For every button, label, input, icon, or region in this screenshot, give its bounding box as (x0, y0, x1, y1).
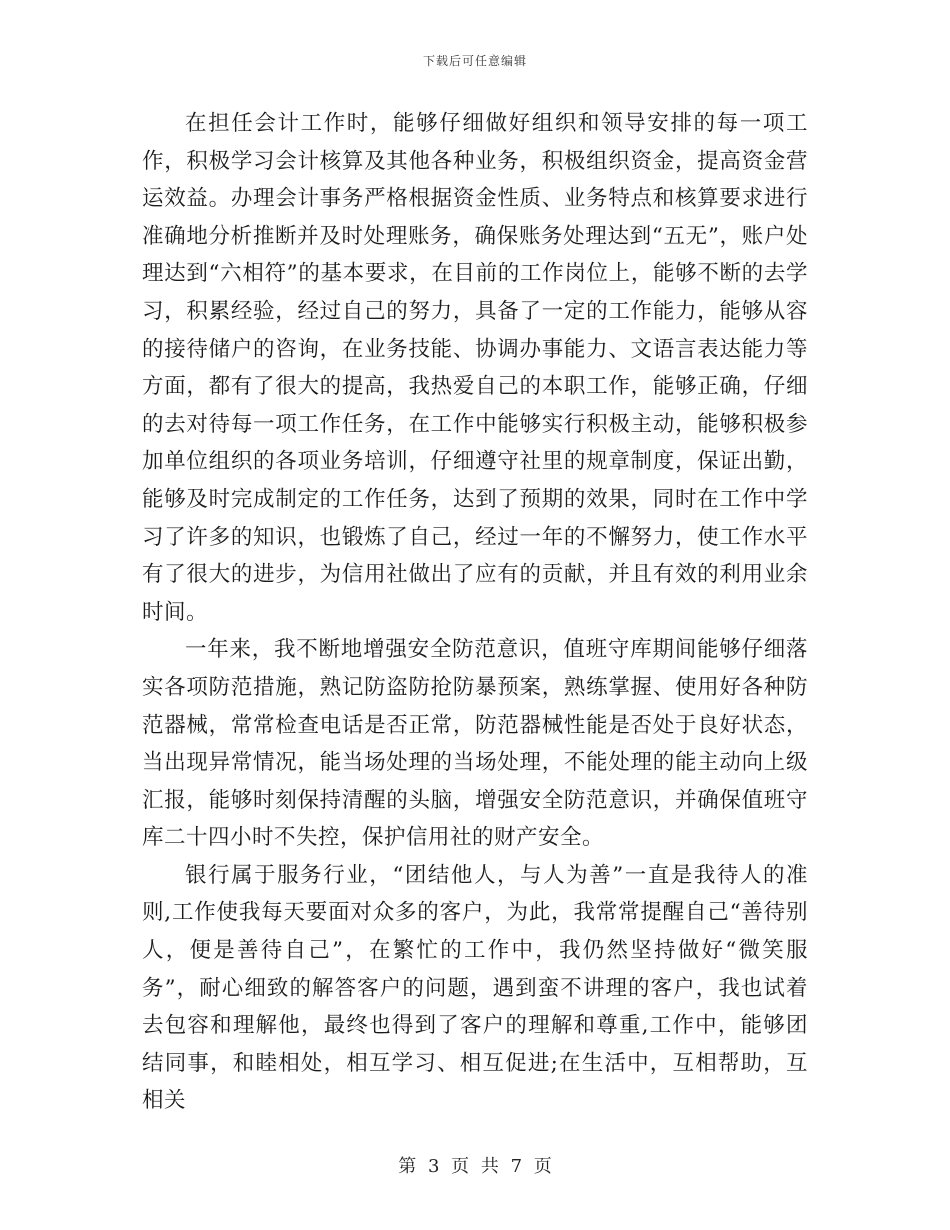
paragraph-security-awareness: 一年来，我不断地增强安全防范意识，值班守库期间能够仔细落实各项防范措施，熟记防盗防抢防暴预案，熟练掌握、使用好各种防范器械，常常检查电话是否正常，防范器械性能是否处于良好状态，当出现异常情况，能当场处理的当场处理，不能处理的能主动向上级汇报，能够时刻保持清醒的头脑，增强安全防范意识，并确保值班守库二十四小时不失控，保护信用社的财产安全。 (142, 637, 808, 851)
page-header-note: 下载后可任意编辑 (422, 54, 527, 68)
page-number: 第 3 页 共 7 页 (398, 1156, 552, 1177)
document-body (142, 105, 808, 1120)
paragraph-accounting-work: 在担任会计工作时，能够仔细做好组织和领导安排的每一项工作，积极学习会计核算及其他各种业务，积极组织资金，提高资金营运效益。办理会计事务严格根据资金性质、业务特点和核算要求进行准确地分析推断并及时处理账务，确保账务处理达到“五无”，账户处理达到“六相符”的基本要求，在目前的工作岗位上，能够不断的去学习，积累经验，经过自己的努力，具备了一定的工作能力，能够从容的接待储户的咨询，在业务技能、协调办事能力、文语言表达能力等方面，都有了很大的提高，我热爱自己的本职工作，能够正确，仔细的去对待每一项工作任务，在工作中能够实行积极主动，能够积极参加单位组织的各项业务培训，仔细遵守社里的规章制度，保证出勤，能够及时完成制定的工作任务，达到了预期的效果，同时在工作中学习了许多的知识，也锻炼了自己，经过一年的不懈努力，使工作水平有了很大的进步，为信用社做出了应有的贡献，并且有效的利用业余时间。 (142, 111, 808, 625)
paragraph-customer-service: 银行属于服务行业，“团结他人，与人为善”一直是我待人的准则,工作使我每天要面对众多的客户，为此，我常常提醒自己“善待别人，便是善待自己”，在繁忙的工作中，我仍然坚持做好“微笑服务”，耐心细致的解答客户的问题，遇到蛮不讲理的客户，我也试着去包容和理解他，最终也得到了客户的理解和尊重,工作中，能够团结同事，和睦相处，相互学习、相互促进;在生活中，互相帮助，互相关 (142, 862, 808, 1114)
